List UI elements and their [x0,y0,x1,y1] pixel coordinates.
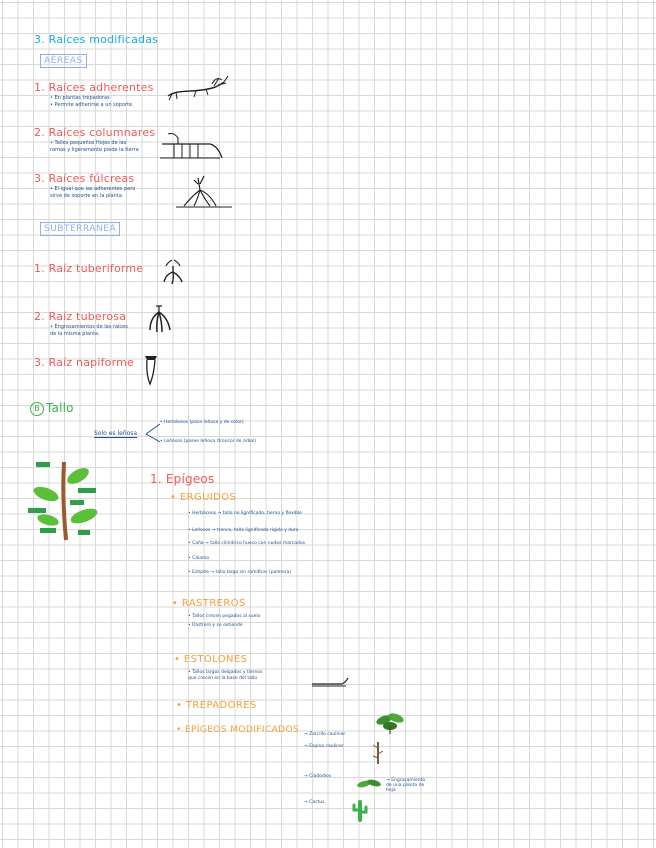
erguidos-item-4: • Cálamo [188,556,210,561]
espina-plant-drawing [370,740,386,766]
epigeos-title: 1. Epígeos [150,472,215,486]
tuberosa-root-drawing [146,304,174,334]
aereas-item-1-title: 1. Raíces adherentes [34,81,154,94]
modificados-item-3: → Cladodios [304,774,332,779]
section-title: 3. Raíces modificadas [34,33,159,46]
erguidos-item-5: • Estípite → tallo largo sin ramificar (palmera) [188,570,292,575]
aereas-item-2-note: • Tallos pequeños Hojas de las ramas y ligeramente piede la tierra [50,140,139,153]
rastreros-item-2: • Rastrero y se extiende [188,623,243,628]
subterranea-item-1-title: 1. Raíz tuberiforme [34,262,144,275]
tuberiforme-root-drawing [162,258,186,286]
tallo-solo-label: Solo es leñosa [94,430,138,437]
aereas-item-2-title: 2. Raíces columnares [34,126,156,139]
rastreros-item-1: • Tallos crecen pegados al suelo [188,614,261,619]
subterranea-label: SUBTERRANEA [40,222,120,236]
tallo-branch-1: • Herbáceos (poca leñosa y de color) [160,420,244,425]
aereas-item-3-note: • El igual que las adherentes pero sirve de soporte en la planta. [50,186,136,199]
modificados-title: • EPÍGEOS MODIFICADOS [176,725,300,735]
tallo-branch-2: • Leñosos (posee leñosa (tronco) de árbol) [160,439,257,444]
estolones-note: • Tallos largos delgados y tiernos que crecen en la base del tallo [188,670,263,681]
aereas-item-3-title: 3. Raíces fúlcreas [34,172,135,185]
aereas-item-1-note: • En plantas trepadoras • Permite adherirse a un soporte. [50,95,134,108]
erguidos-title: • ERGUIDOS [170,492,237,503]
fulcreas-root-drawing [176,174,232,210]
plant-diagram [26,458,106,544]
erguidos-item-3: • Caña → tallo cilíndrico hueco con nudos marcados. [188,541,307,546]
erguidos-item-2: • Leñosos → tronco, tallo lignificado rígido y duro [188,528,299,533]
trepadores-title: • TREPADORES [176,700,257,711]
estolones-title: • ESTOLONES [174,654,248,665]
subterranea-item-3-title: 3. Raíz napiforme [34,356,135,369]
subterranea-item-2-note: • Engrosamientos de las raíces de la misma planta. [50,324,128,337]
estolon-drawing [312,676,352,688]
subterranea-item-2-title: 2. Raíz tuberosa [34,310,127,323]
zarcillo-plant-drawing [372,710,406,736]
modificados-item-2: → Espina caulinar [304,744,344,749]
cactus-drawing [350,800,370,822]
cladodio-plant-drawing [356,776,382,792]
tallo-number-badge: B [30,402,44,416]
adherent-root-drawing [166,72,236,104]
rastreros-title: • RASTREROS [172,598,246,609]
erguidos-item-1: • Herbáceos → tallo no lignificado, tierno y flexible [188,511,302,516]
modificados-item-1: → Zarcillo caulinar [304,732,346,737]
tallo-title: Tallo [46,401,74,415]
columnar-root-drawing [160,130,230,164]
modificados-item-4: → Cactus [304,800,325,805]
aereas-label: AÉREAS [40,54,87,68]
napiforme-root-drawing [142,352,160,386]
modificados-side-note: → Engrosamiento de una planta de hoja [386,778,426,793]
